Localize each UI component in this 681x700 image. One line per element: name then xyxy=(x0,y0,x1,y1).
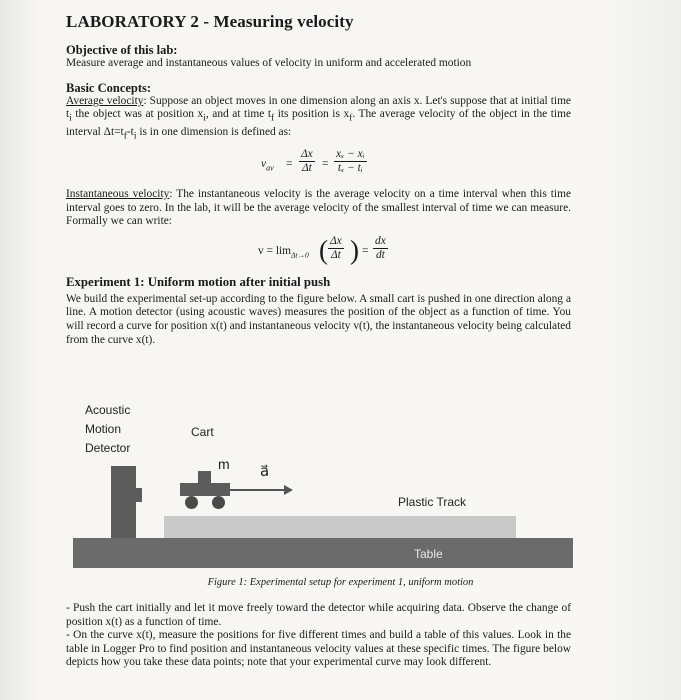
instruction-item-2: - On the curve x(t), measure the positions for five different times and build a table of this values. Look in the table in Logger Pro to find position and instantaneous velocity values at these specific times. The figure below depicts how you take these data points; note that your experimental curve may look different. xyxy=(66,629,571,669)
instructions xyxy=(66,602,571,670)
average-velocity-term: Average velocity xyxy=(66,94,144,107)
motion-detector-sensor xyxy=(136,488,142,502)
instantaneous-velocity-term: Instantaneous velocity xyxy=(66,187,170,200)
cart-label: Cart xyxy=(191,425,214,439)
table-surface xyxy=(73,538,573,568)
mass-label: m xyxy=(218,456,230,472)
average-velocity-formula: $v_{av}$ = $\frac{\Delta x}{\Delta t}$ = $\frac{\text{xₓ − xᵢ}}{\text{tₓ − tᵢ}}$ xyxy=(261,147,365,174)
cart-wheel-left xyxy=(185,496,198,509)
cart-body xyxy=(180,483,230,496)
instantaneous-velocity-paragraph: Instantaneous velocity: The instantaneous velocity is the average velocity on a time interval when this time interval goes to zero. In the lab, it will be the average velocity of the smallest interval of time we can measure. Formally we can write: xyxy=(66,187,572,228)
delta-fraction: $\frac{\Delta x}{\Delta t}$ xyxy=(301,147,313,174)
cart-wheel-right xyxy=(212,496,225,509)
position-time-fraction: $\frac{\text{xₓ − xᵢ}}{\text{tₓ − tᵢ}}$ xyxy=(336,147,365,174)
instruction-item-1: - Push the cart initially and let it move freely toward the detector while acquiring data. Observe the change of position x(t) as a function of time. xyxy=(66,602,571,628)
concepts-heading: Basic Concepts: xyxy=(66,80,152,95)
instantaneous-velocity-formula: $v = \lim_{\Delta t\to 0}$ ( $\frac{\Delta x}{\Delta t}$ ) = $\frac{dx}{dt}$ xyxy=(258,234,386,265)
derivative-fraction: $\frac{dx}{dt}$ xyxy=(375,234,386,261)
table-label: Table xyxy=(414,547,443,561)
detector-label-2: Motion xyxy=(85,422,122,436)
detector-label-3: Detector xyxy=(85,441,131,455)
experiment1-heading: Experiment 1: Uniform motion after initial push xyxy=(66,274,331,289)
objective-heading: Objective of this lab: xyxy=(66,43,178,57)
figure-caption: Figure 1: Experimental setup for experiment 1, uniform motion xyxy=(207,577,474,588)
page-title: LABORATORY 2 - Measuring velocity xyxy=(66,12,354,31)
average-velocity-paragraph: Average velocity: Suppose an object moves in one dimension along an axis x. Let's suppose that at initial time $t_i$ the object was at position $x_i$, and at time $t_f$ its position is $x_f$. The average velocity of the object in the time interval $\Delta t=t_f-t_i$ is in one dimension is defined as: xyxy=(66,94,572,142)
experimental-setup-figure xyxy=(68,400,578,585)
objective-text: Measure average and instantaneous values of velocity in uniform and accelerated motion xyxy=(66,57,472,69)
experiment1-text: We build the experimental set-up according to the figure below. A small cart is pushed in one direction along a line. A motion detector (using acoustic waves) measures the position of the object as a function of time. You will record a curve for position x(t) and instantaneous velocity v(t), the instantaneous velocity being calculated from the curve x(t). xyxy=(66,292,571,346)
track-label: Plastic Track xyxy=(398,495,467,509)
plastic-track xyxy=(164,516,516,538)
motion-detector xyxy=(111,466,136,540)
acceleration-arrow-head xyxy=(284,485,293,495)
cart-mast xyxy=(198,471,211,483)
limit-fraction: $\frac{\Delta x}{\Delta t}$ xyxy=(330,234,342,261)
detector-label-1: Acoustic xyxy=(85,403,131,417)
acceleration-arrow xyxy=(230,489,286,491)
document-content xyxy=(66,12,571,347)
acceleration-vector-label: a⃗ xyxy=(260,462,270,480)
